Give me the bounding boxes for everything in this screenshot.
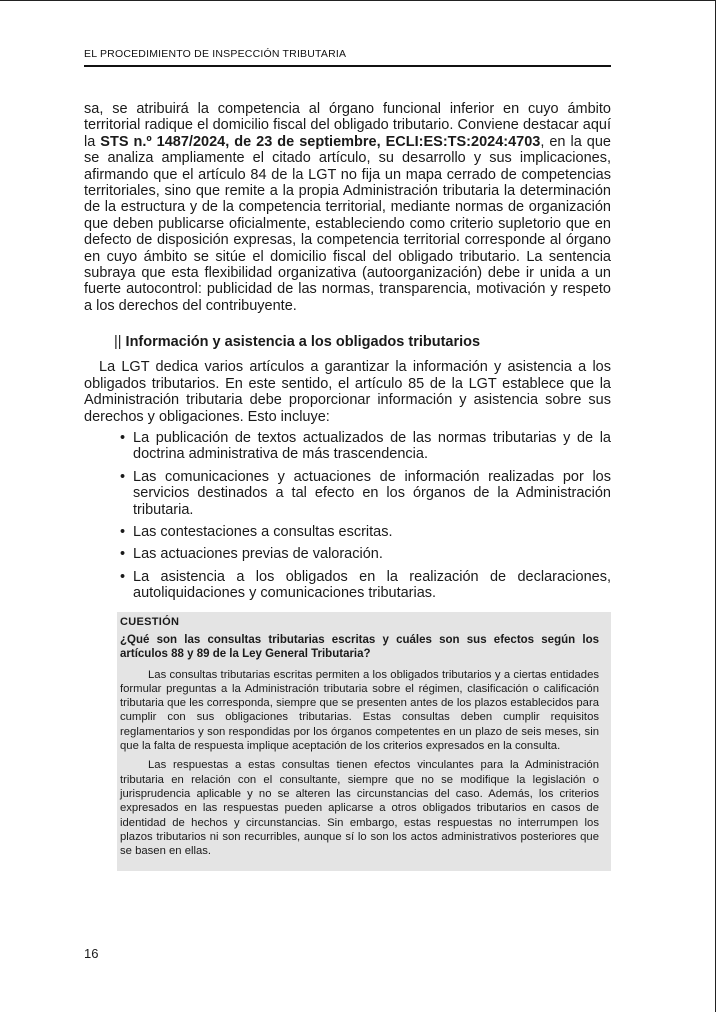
page-number: 16 xyxy=(84,946,99,961)
question-text: ¿Qué son las consultas tributarias escritas y cuáles son sus efectos según los artículos 88 y 89 de la Ley General Tributaria? xyxy=(120,633,599,660)
list-item xyxy=(120,468,611,518)
section-heading xyxy=(114,333,611,351)
page-top-border xyxy=(0,0,716,1)
question-box xyxy=(117,612,611,872)
bullet-icon: • xyxy=(120,429,126,446)
bullet-list xyxy=(84,430,611,602)
running-header: EL PROCEDIMIENTO DE INSPECCIÓN TRIBUTARIA xyxy=(84,48,611,67)
bullet-icon: • xyxy=(120,546,126,563)
intro-paragraph xyxy=(84,101,611,314)
intro-text-start: sa, se atribuirá la competencia al órgano funcional inferior en cuyo ámbito territorial radique el domicilio fiscal del obligado tributario. Conviene destacar aquí la xyxy=(84,101,611,150)
list-item xyxy=(120,568,611,602)
bullet-icon: • xyxy=(120,523,126,540)
page-content xyxy=(84,101,611,871)
case-citation: STS n.º 1487/2024, de 23 de septiembre, ECLI:ES:TS:2024:4703 xyxy=(100,133,541,150)
intro-text-end: , en la que se analiza ampliamente el citado artículo, su desarrollo y sus implicaciones, afirmando que el artículo 84 de la LGT no fija un mapa cerrado de competencias territoriales, sino que remite a la propia Administración tributaria la determinación de la estructura y de la competencia territorial, mediante normas de organización que deben publicarse oficialmente, estableciendo como criterio supletorio que en defecto de disposición expresas, la competencia territorial corresponde al órgano en cuyo ámbito se sitúe el domicilio fiscal del obligado tributario. La sentencia subraya que esta flexibilidad organizativa (autoorganización) debe ir unida a un fuerte autocontrol: publicidad de las normas, transparencia, motivación y respeto a los derechos del contribuyente. xyxy=(84,133,611,314)
list-item xyxy=(120,523,611,540)
list-item-text: La asistencia a los obligados en la realización de declaraciones, autoliquidaciones y comunicaciones tributarias. xyxy=(133,568,611,602)
list-item-text: La publicación de textos actualizados de las normas tributarias y de la doctrina administrativa de más trascendencia. xyxy=(133,429,611,463)
list-item-text: Las contestaciones a consultas escritas. xyxy=(133,523,393,540)
bullet-icon: • xyxy=(120,568,126,585)
answer-paragraph: Las consultas tributarias escritas permiten a los obligados tributarios y a ciertas entidades formular preguntas a la Administración tributaria sobre el régimen, clasificación o calificación tributaria que les corresponda, siempre que se presenten antes de los plazos establecidos para cumplir con sus obligaciones tributarias. Estas consultas deben cumplir requisitos reglamentarios y son respondidas por los órganos competentes en un plazo de seis meses, sin que la falta de respuesta implique aceptación de los criterios expresados en la consulta. xyxy=(120,668,599,753)
list-item xyxy=(120,546,611,563)
answer-paragraph: Las respuestas a estas consultas tienen efectos vinculantes para la Administración tributaria en relación con el consultante, siempre que no se modifique la legislación o jurisprudencia aplicable y no se alteren las circunstancias del caso. Además, los criterios expresados en las respuestas pueden aplicarse a otros obligados tributarios en casos de identidad de hechos y circunstancias. Sin embargo, estas respuestas no interrumpen los plazos tributarios ni son recurribles, aunque sí lo son los actos administrativos posteriores que se basen en ellas. xyxy=(120,759,599,858)
list-item-text: Las comunicaciones y actuaciones de información realizadas por los servicios destinados a tal efecto en los órganos de la Administración tributaria. xyxy=(133,468,611,518)
list-item-text: Las actuaciones previas de valoración. xyxy=(133,546,383,563)
section-marker: || xyxy=(114,334,122,351)
list-item xyxy=(120,429,611,463)
section-paragraph: La LGT dedica varios artículos a garantizar la información y asistencia a los obligados tributarios. En este sentido, el artículo 85 de la LGT establece que la Administración tributaria debe proporcionar información y asistencia sobre sus derechos y obligaciones. Esto incluye: xyxy=(84,359,611,425)
section-title: Información y asistencia a los obligados tributarios xyxy=(125,334,481,351)
question-box-label: CUESTIÓN xyxy=(120,615,180,628)
bullet-icon: • xyxy=(120,468,126,485)
